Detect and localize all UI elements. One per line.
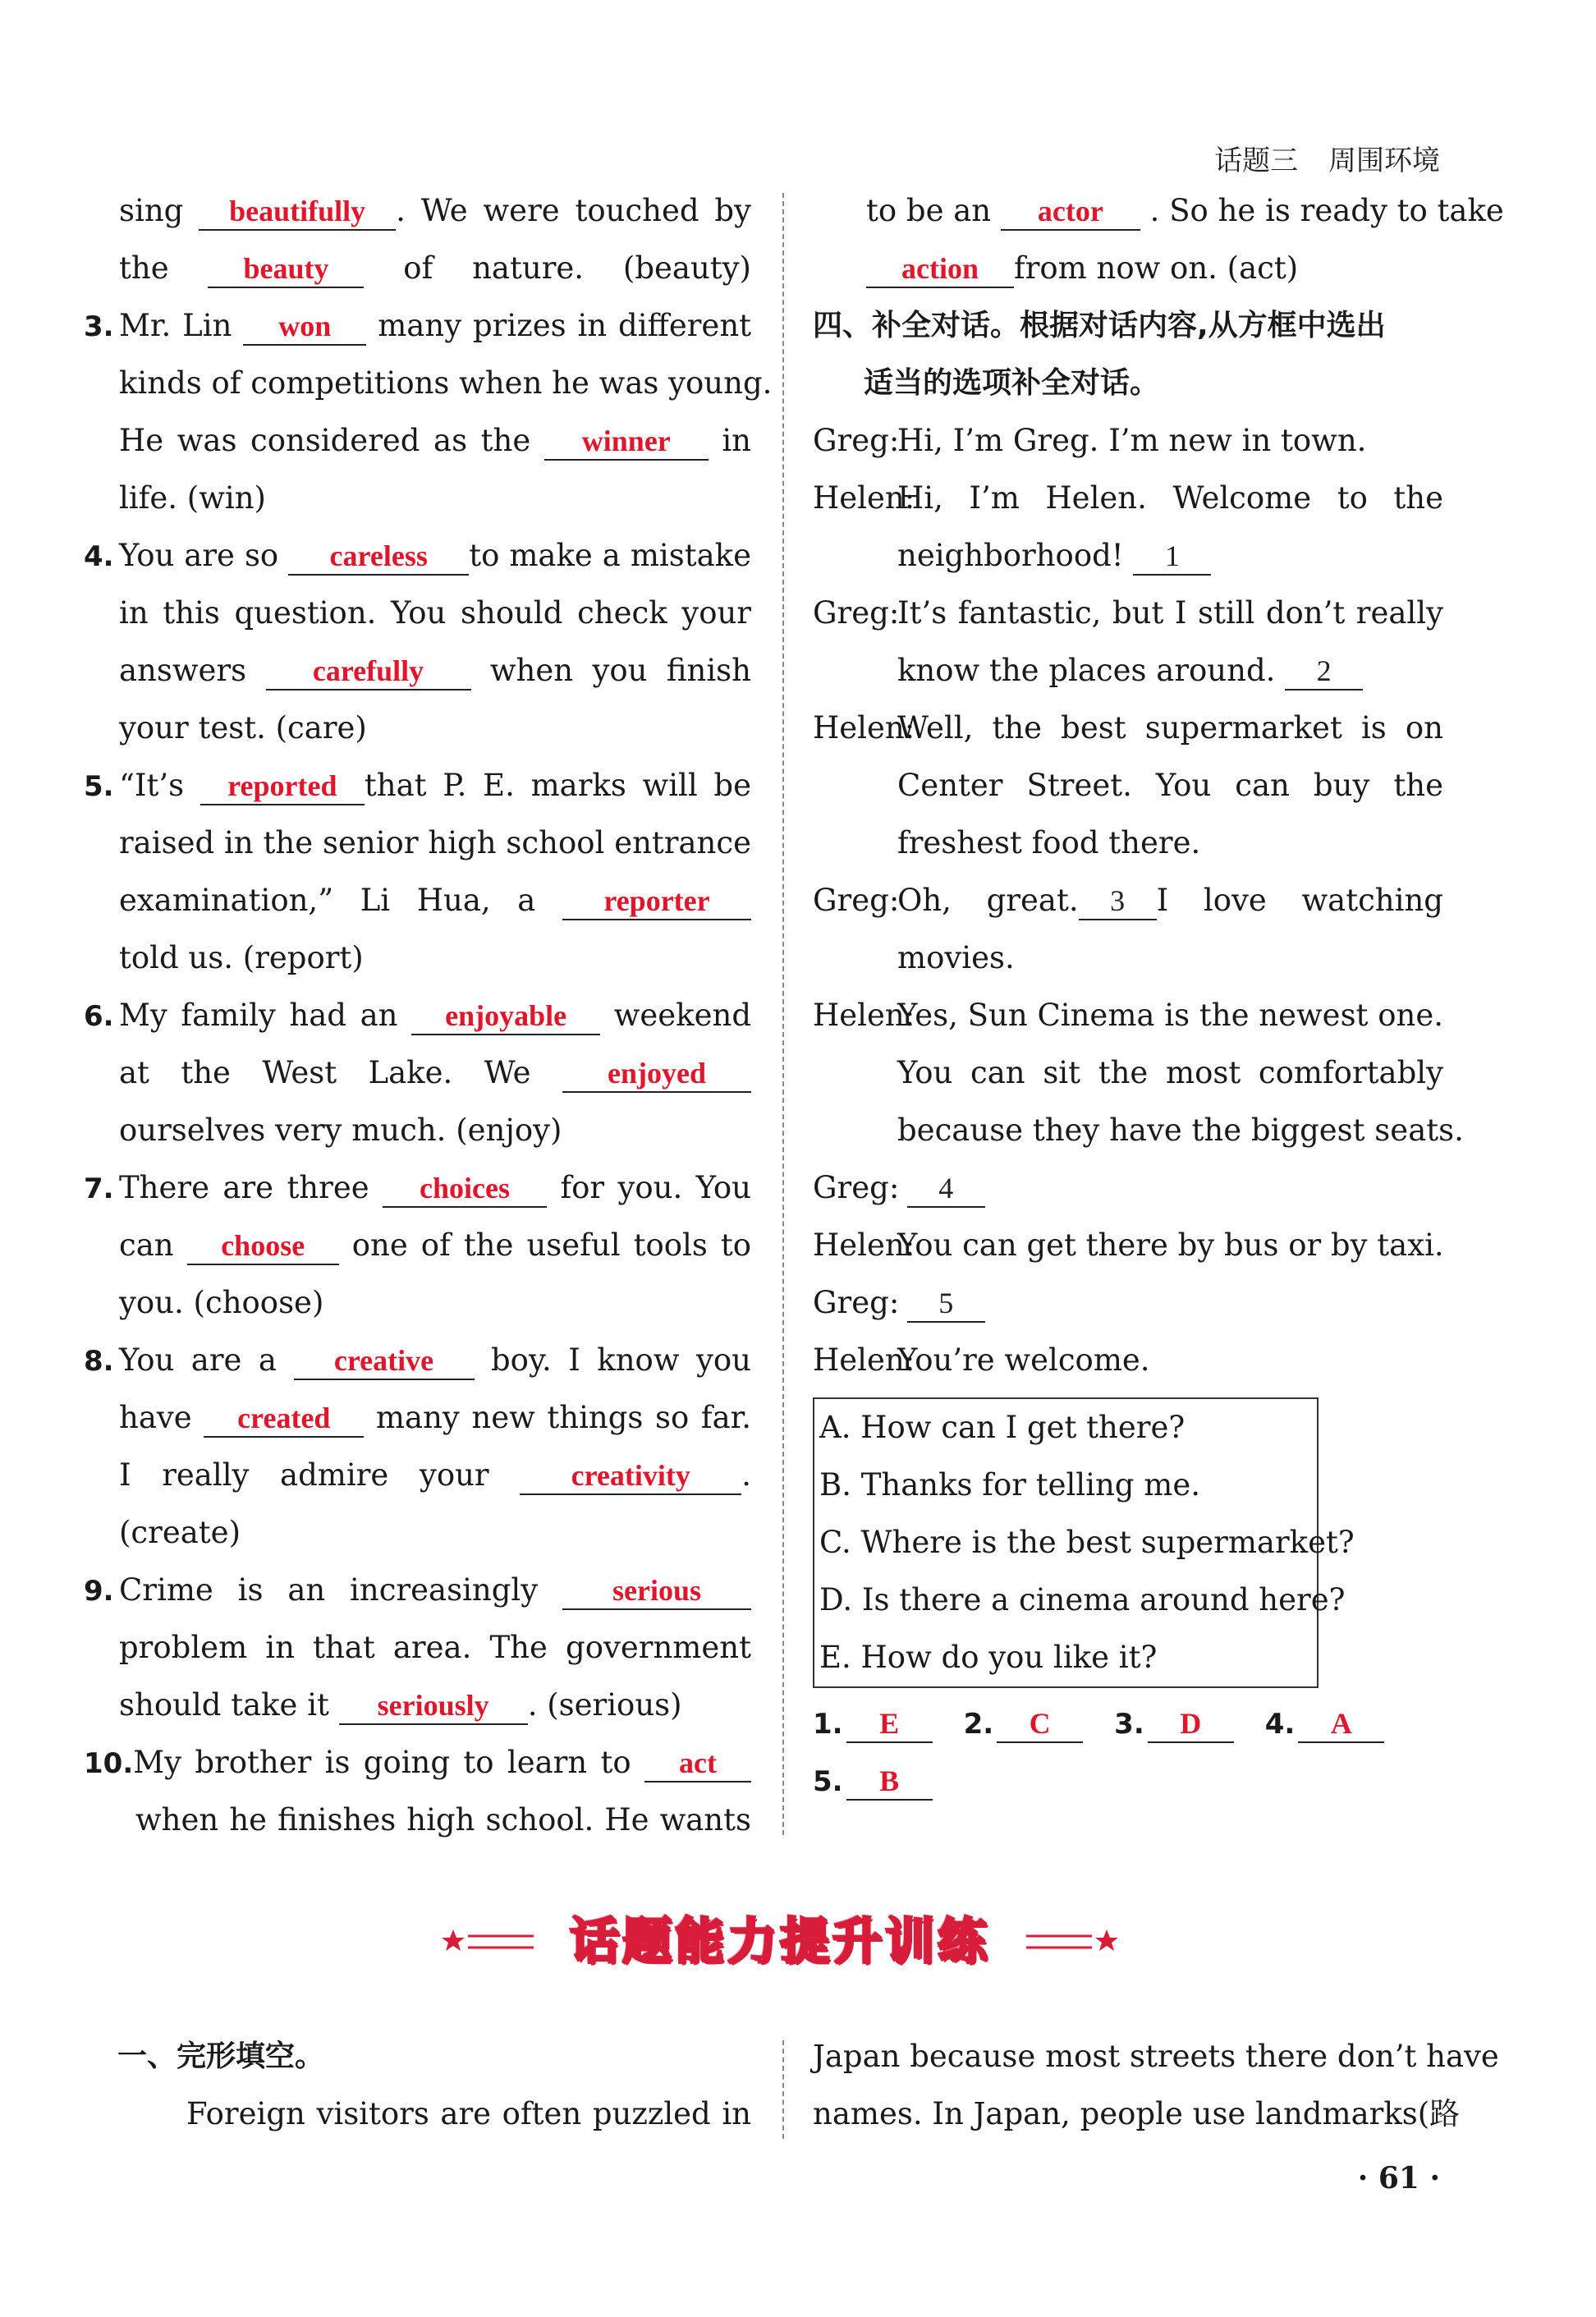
- dialog-text: freshest food there.: [897, 825, 1201, 860]
- answer-blank: E: [846, 1705, 933, 1743]
- answer-blank: creative: [294, 1342, 475, 1380]
- text: you. (choose): [119, 1285, 324, 1320]
- answer-number: 3.: [1114, 1708, 1144, 1741]
- text-line: [119, 929, 751, 987]
- answer-blank: enjoyed: [562, 1055, 751, 1093]
- text-line: [119, 1619, 751, 1677]
- text-line: [119, 1677, 751, 1734]
- dialog: [813, 412, 1464, 1389]
- dialog-text: neighborhood!: [897, 538, 1124, 573]
- right-column: [813, 182, 1504, 1810]
- dialog-line: [813, 987, 1443, 1044]
- question-number: 6.: [84, 1000, 114, 1033]
- dialog-speaker: Helen:: [813, 998, 915, 1033]
- answer-blank: seriously: [339, 1687, 528, 1725]
- section-4-title-cont: 适当的选项补全对话。: [864, 366, 1160, 400]
- answer-blank: choose: [187, 1227, 339, 1265]
- dialog-speaker: Greg:: [813, 423, 900, 458]
- text: many prizes in different: [378, 308, 752, 343]
- text: should take it: [119, 1687, 329, 1723]
- text: can: [119, 1227, 174, 1263]
- text-line: [119, 1389, 751, 1447]
- text: My brother is going to learn to: [133, 1745, 631, 1780]
- option-item: B. Thanks for telling me.: [819, 1467, 1200, 1503]
- dialog-line: [897, 642, 1443, 700]
- dialog-line: [813, 1332, 1443, 1389]
- text: I really admire your: [119, 1457, 489, 1493]
- text: in this question. You should check your: [119, 595, 751, 631]
- question-9: [84, 1562, 751, 1619]
- text-line: [119, 642, 751, 700]
- dialog-line: [813, 1274, 1443, 1332]
- text: “It’s: [119, 768, 185, 803]
- question-10: [84, 1734, 751, 1792]
- question-8: [84, 1332, 751, 1389]
- text: kinds of competitions when he was young.: [119, 365, 773, 401]
- text: problem in that area. The government: [119, 1630, 751, 1665]
- passage-line: Japan because most streets there don’t have: [813, 2039, 1499, 2074]
- answer-blank: winner: [544, 423, 709, 461]
- dialog-text: because they have the biggest seats.: [897, 1113, 1464, 1148]
- option-item: D. Is there a cinema around here?: [819, 1582, 1346, 1617]
- dialog-text: I love watching: [1156, 883, 1443, 918]
- text: at the West Lake. We: [119, 1055, 531, 1090]
- text-line: [119, 1102, 751, 1159]
- text: boy. I know you: [491, 1342, 751, 1378]
- page-number: · 61 ·: [1357, 2161, 1440, 2195]
- text: that P. E. marks will be: [364, 768, 751, 803]
- text-line: [119, 1274, 751, 1332]
- text-line: [119, 355, 773, 412]
- dialog-text: know the places around.: [897, 653, 1276, 688]
- text: your test. (care): [119, 710, 367, 746]
- answer-item: [813, 1752, 933, 1810]
- option-item: E. How do you like it?: [819, 1640, 1158, 1675]
- text-line: [119, 700, 751, 757]
- answer-number: 4.: [1264, 1708, 1296, 1741]
- text: to make a mistake: [469, 538, 751, 573]
- page-header: [1193, 138, 1440, 178]
- dialog-text: You can get there by bus or by taxi.: [897, 1227, 1444, 1263]
- dialog-line: [813, 470, 1443, 527]
- dialog-line: [813, 1217, 1444, 1274]
- text-line: [813, 240, 1443, 297]
- text: ourselves very much. (enjoy): [119, 1113, 562, 1148]
- dialog-text: Hi, I’m Helen. Welcome to the: [897, 480, 1443, 516]
- dialog-text: Oh, great.: [897, 883, 1079, 918]
- answer-blank: created: [204, 1400, 364, 1438]
- bottom-left-column: [119, 2028, 751, 2143]
- answer-blank: B: [846, 1763, 933, 1801]
- question-3: [84, 297, 751, 355]
- answer-blank: A: [1298, 1705, 1384, 1743]
- answer-blank: enjoyable: [411, 998, 600, 1035]
- dialog-line: [813, 1159, 1443, 1217]
- dialog-blank: 2: [1285, 653, 1363, 691]
- passage-line: Foreign visitors are often puzzled in: [186, 2096, 751, 2131]
- text-line: [119, 240, 751, 297]
- dialog-text: Well, the best supermarket is on: [897, 710, 1443, 746]
- dialog-line: [813, 585, 1443, 642]
- text: raised in the senior high school entrance: [119, 825, 751, 860]
- answer-blank: actor: [1001, 193, 1140, 231]
- answer-blank: creativity: [520, 1457, 741, 1495]
- question-number: 7.: [84, 1172, 114, 1205]
- text: . So he is ready to take: [1149, 193, 1504, 228]
- text: weekend: [613, 998, 751, 1033]
- dialog-speaker: Helen:: [813, 480, 915, 516]
- text: from now on. (act): [1014, 250, 1299, 286]
- text: You are so: [119, 538, 279, 573]
- text: sing: [119, 193, 184, 228]
- question-number: 10.: [84, 1747, 134, 1780]
- text: answers: [119, 653, 247, 688]
- question-number: 8.: [84, 1345, 114, 1378]
- text: You are a: [119, 1342, 277, 1378]
- answer-blank: reporter: [562, 883, 751, 920]
- text: My family had an: [119, 998, 398, 1033]
- dialog-line: [897, 814, 1443, 872]
- question-number: 4.: [84, 540, 114, 573]
- answer-blank: careless: [288, 538, 469, 576]
- text: the: [119, 250, 169, 286]
- question-7: [84, 1159, 751, 1217]
- header-topic: 话题三: [1214, 145, 1299, 177]
- dialog-text: Hi, I’m Greg. I’m new in town.: [897, 423, 1367, 458]
- answer-blank: reported: [200, 768, 365, 805]
- text: There are three: [119, 1170, 369, 1205]
- text: one of the useful tools to: [351, 1227, 752, 1263]
- text: have: [119, 1400, 192, 1435]
- dialog-line: [897, 1102, 1464, 1159]
- answer-blank: serious: [562, 1572, 751, 1610]
- dialog-speaker: Greg:: [813, 1285, 900, 1320]
- dialog-line: [897, 1044, 1443, 1102]
- dialog-line: [897, 527, 1443, 585]
- dialog-speaker: Greg:: [813, 883, 900, 918]
- text-line: [813, 182, 1504, 240]
- answer-blank: action: [866, 250, 1014, 288]
- text: Crime is an increasingly: [119, 1572, 539, 1608]
- left-column: [84, 182, 773, 1849]
- option-item: A. How can I get there?: [819, 1410, 1186, 1445]
- text: . (serious): [527, 1687, 682, 1723]
- header-title: 周围环境: [1328, 145, 1440, 177]
- answers-row-1: [813, 1695, 1443, 1752]
- text: in: [722, 423, 752, 458]
- answer-blank: D: [1148, 1705, 1234, 1743]
- dialog-line: [813, 412, 1443, 470]
- text: He was considered as the: [119, 423, 531, 458]
- answers-row-2: [813, 1752, 1443, 1810]
- dialog-text: You’re welcome.: [897, 1342, 1150, 1378]
- question-6: [84, 987, 751, 1044]
- text: to be an: [866, 193, 992, 228]
- dialog-blank: 4: [907, 1170, 985, 1208]
- answer-number: 1.: [813, 1708, 843, 1741]
- text-line: [119, 470, 751, 527]
- dialog-blank: 3: [1079, 883, 1157, 920]
- text: .: [741, 1457, 751, 1493]
- answer-item: [1114, 1695, 1234, 1753]
- text-line: [119, 412, 751, 470]
- text: when you finish: [489, 653, 752, 688]
- text-line: [119, 182, 751, 240]
- dialog-speaker: Helen:: [813, 1227, 915, 1263]
- answer-item: [813, 1695, 933, 1753]
- dialog-speaker: Greg:: [813, 595, 900, 631]
- text: when he finishes high school. He wants: [135, 1802, 751, 1838]
- section-1-title: 一、完形填空。: [117, 2039, 325, 2073]
- text: Mr. Lin: [119, 308, 232, 343]
- text: (create): [119, 1515, 241, 1550]
- text-line: [119, 872, 751, 929]
- text-line: [119, 1504, 751, 1562]
- answer-blank: act: [644, 1745, 751, 1782]
- question-4: [84, 527, 751, 585]
- text: . We were touched by: [396, 193, 751, 228]
- dialog-speaker: Helen:: [813, 710, 915, 746]
- dialog-text: Center Street. You can buy the: [897, 768, 1443, 803]
- text-line: [119, 1447, 751, 1504]
- dialog-line: [813, 700, 1443, 757]
- text: of nature. (beauty): [403, 250, 751, 286]
- answer-item: [1265, 1695, 1385, 1753]
- answer-blank: beauty: [208, 250, 364, 288]
- section-4-title: 四、补全对话。根据对话内容,从方框中选出: [813, 309, 1386, 342]
- text: life. (win): [119, 480, 266, 516]
- dialog-text: It’s fantastic, but I still don’t really: [897, 595, 1443, 631]
- text: examination,” Li Hua, a: [119, 883, 536, 918]
- text-line: [119, 1792, 751, 1849]
- column-divider: [782, 193, 784, 1835]
- bottom-right-column: [813, 2028, 1499, 2143]
- answer-item: [964, 1695, 1084, 1753]
- dialog-speaker: Greg:: [813, 1170, 900, 1205]
- dialog-text: movies.: [897, 940, 1015, 975]
- banner-title: 话题能力提升训练: [570, 1913, 990, 1971]
- dialog-text: You can sit the most comfortably: [897, 1055, 1443, 1090]
- answer-blank: choices: [383, 1170, 547, 1208]
- dialog-line: [897, 757, 1443, 814]
- text-line: [119, 585, 751, 642]
- option-item: C. Where is the best supermarket?: [819, 1525, 1355, 1560]
- answer-number: 2.: [963, 1708, 994, 1741]
- question-number: 5.: [84, 770, 114, 803]
- section-banner: [435, 1905, 1125, 1979]
- text-line: [119, 814, 751, 872]
- column-divider-bottom: [782, 2040, 784, 2139]
- dialog-blank: 5: [907, 1285, 985, 1323]
- passage-line: names. In Japan, people use landmarks(路: [813, 2096, 1461, 2131]
- answer-blank: won: [243, 308, 366, 346]
- dialog-line: [813, 872, 1443, 929]
- text-line: [119, 1217, 751, 1274]
- answer-blank: C: [997, 1705, 1083, 1743]
- question-number: 9.: [84, 1575, 114, 1608]
- text: for you. You: [560, 1170, 751, 1205]
- answer-number: 5.: [813, 1765, 843, 1798]
- question-5: [84, 757, 751, 814]
- text: many new things so far.: [375, 1400, 752, 1435]
- answer-blank: carefully: [266, 653, 471, 691]
- dialog-text: Yes, Sun Cinema is the newest one.: [897, 998, 1443, 1033]
- text: told us. (report): [119, 940, 364, 975]
- text-line: [119, 1044, 751, 1102]
- dialog-line: [897, 929, 1443, 987]
- dialog-blank: 1: [1133, 538, 1211, 576]
- options-box: [813, 1397, 1355, 1688]
- dialog-speaker: Helen:: [813, 1342, 915, 1378]
- question-number: 3.: [84, 310, 114, 343]
- answer-blank: beautifully: [199, 193, 396, 231]
